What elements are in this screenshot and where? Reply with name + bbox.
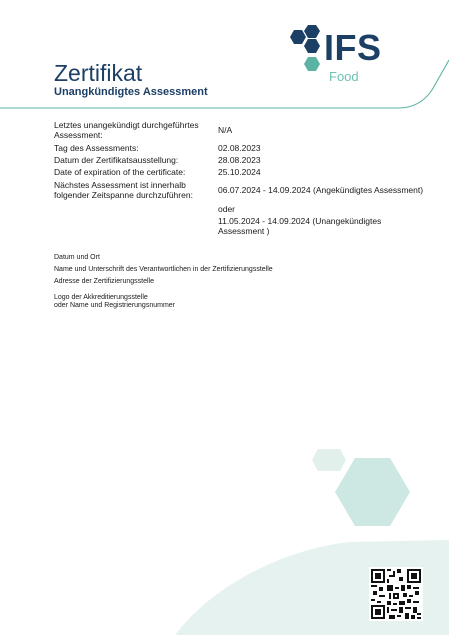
page-title: Zertifikat bbox=[54, 60, 143, 86]
footer-accreditation-name: oder Name und Registrierungsnummer bbox=[54, 302, 175, 309]
alt-period-connector: oder bbox=[218, 204, 236, 214]
small-hexagon bbox=[312, 449, 346, 471]
detail-value-assessment-day: 02.08.2023 bbox=[218, 143, 261, 153]
detail-label-next-assessment: Nächstes Assessment ist innerhalb folgender Zeitspanne durchzuführen: bbox=[54, 180, 193, 200]
footer-signature: Name und Unterschrift des Verantwortlichen in der Zertifizierungsstelle bbox=[54, 266, 273, 273]
detail-label-assessment-day: Tag des Assessments: bbox=[54, 143, 139, 153]
detail-value-issue-date: 28.08.2023 bbox=[218, 155, 261, 165]
large-hexagon bbox=[335, 458, 410, 526]
detail-label-issue-date: Datum der Zertifikatsausstellung: bbox=[54, 155, 179, 165]
page-subtitle: Unangkündigtes Assessment bbox=[54, 86, 208, 98]
detail-value-next-assessment: 06.07.2024 - 14.09.2024 (Angekündigtes Assessment) bbox=[218, 185, 424, 195]
logo-sub-text: Food bbox=[329, 69, 359, 84]
detail-label-last-assessment: Letztes unangekündigt durchgeführtes Assessment: bbox=[54, 120, 199, 140]
footer-address: Adresse der Zertifizierungsstelle bbox=[54, 278, 154, 285]
footer-accreditation-logo: Logo der Akkreditierungsstelle bbox=[54, 294, 148, 301]
qr-code-icon bbox=[369, 567, 423, 621]
detail-label-expiration-date: Date of expiration of the certificate: bbox=[54, 167, 186, 177]
detail-value-last-assessment: N/A bbox=[218, 125, 233, 135]
alt-period-value: 11.05.2024 - 14.09.2024 (Unangekündigtes Assessment ) bbox=[218, 216, 382, 236]
logo-brand-text: IFS bbox=[324, 27, 382, 68]
footer-date-place: Datum und Ort bbox=[54, 254, 100, 261]
detail-value-expiration-date: 25.10.2024 bbox=[218, 167, 261, 177]
